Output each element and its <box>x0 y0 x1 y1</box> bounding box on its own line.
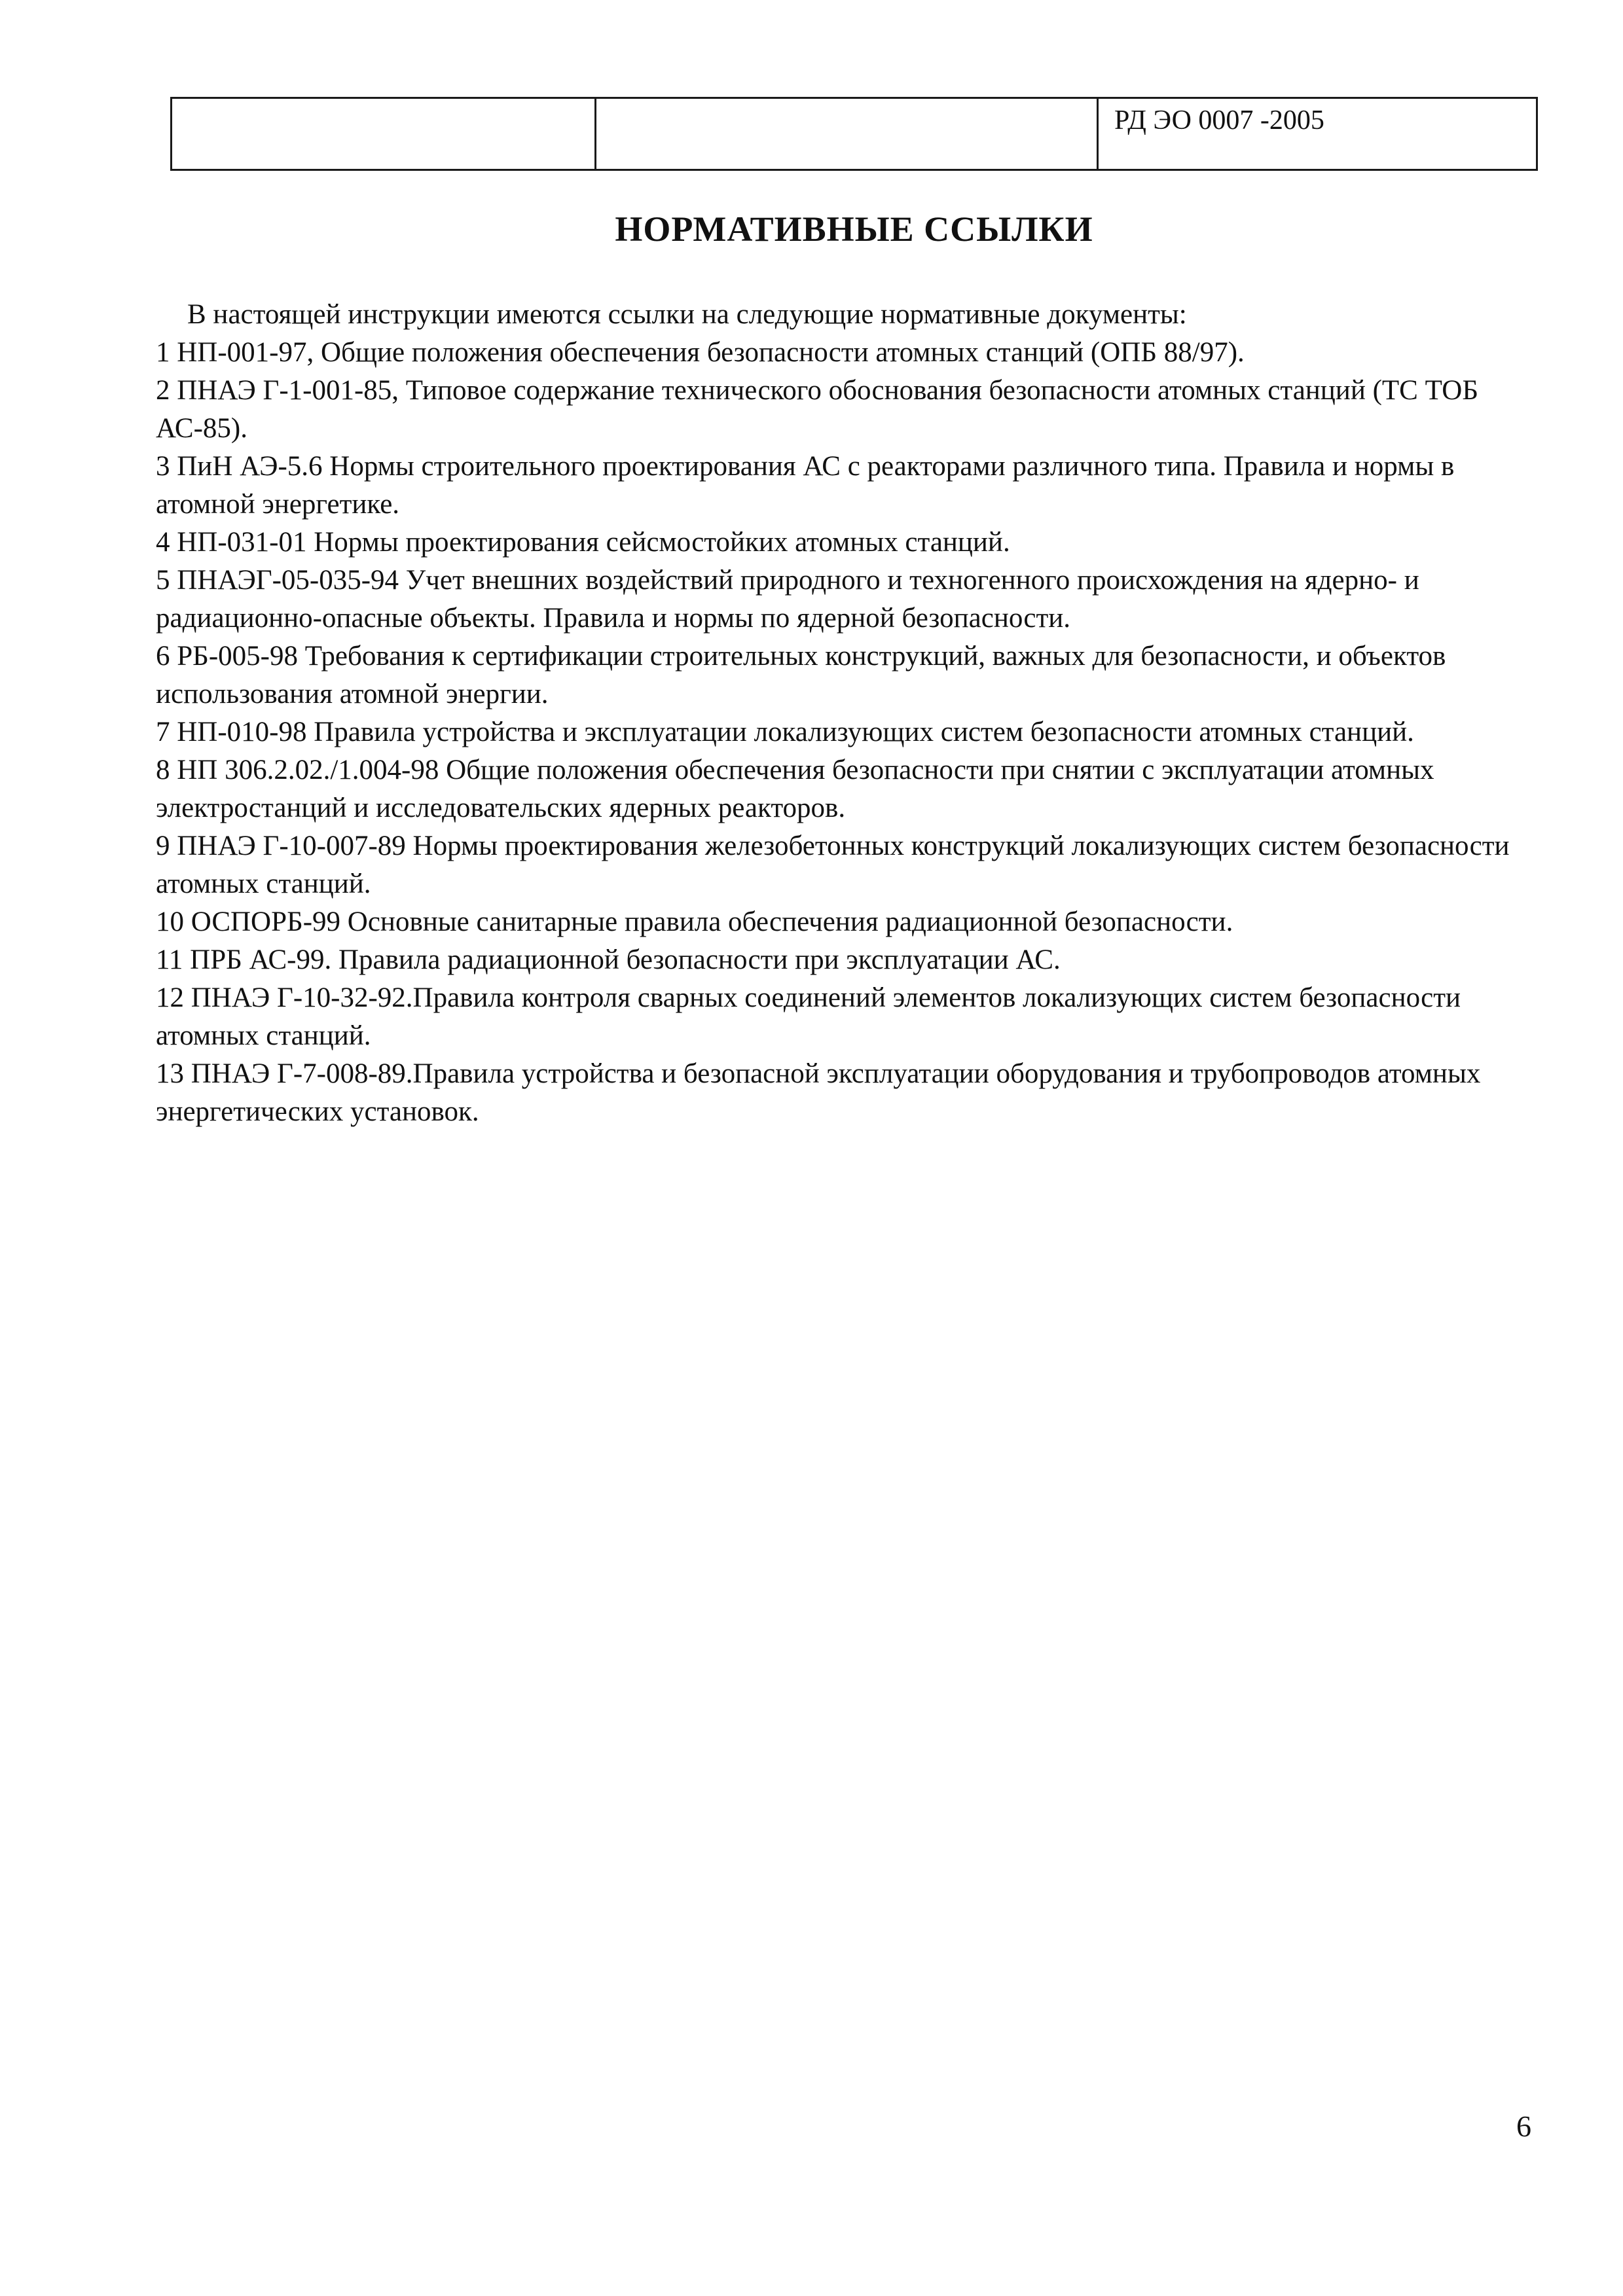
document-header-table <box>170 97 1538 171</box>
header-cell-middle <box>596 98 1098 170</box>
reference-item: 11 ПРБ АС-99. Правила радиационной безопасности при эксплуатации АС. <box>156 944 1061 975</box>
reference-item: 10 ОСПОРБ-99 Основные санитарные правила обеспечения радиационной безопасности. <box>156 906 1233 937</box>
header-cell-left <box>172 98 596 170</box>
references-section <box>156 296 1550 1131</box>
page-number: 6 <box>1516 2109 1531 2143</box>
reference-item: 6 РБ-005-98 Требования к сертификации строительных конструкций, важных для безопасности, и объектов использования атомной энергии. <box>156 641 1446 709</box>
reference-item: 7 НП-010-98 Правила устройства и эксплуатации локализующих систем безопасности атомных станций. <box>156 717 1414 747</box>
reference-item: 1 НП-001-97, Общие положения обеспечения безопасности атомных станций (ОПБ 88/97). <box>156 337 1245 368</box>
document-code: РД ЭО 0007 -2005 <box>1098 98 1537 170</box>
reference-item: 4 НП-031-01 Нормы проектирования сейсмостойких атомных станций. <box>156 527 1010 558</box>
reference-item: 8 НП 306.2.02./1.004-98 Общие положения обеспечения безопасности при снятии с эксплуатации атомных электростанций и исследовательских ядерных реакторов. <box>156 755 1434 823</box>
reference-item: 2 ПНАЭ Г-1-001-85, Типовое содержание технического обоснования безопасности атомных станций (ТС ТОБ АС-85). <box>156 375 1479 444</box>
page-title: НОРМАТИВНЫЕ ССЫЛКИ <box>615 209 1093 249</box>
reference-item: 12 ПНАЭ Г-10-32-92.Правила контроля сварных соединений элементов локализующих систем безопасности атомных станций. <box>156 982 1461 1051</box>
reference-item: 5 ПНАЭГ-05-035-94 Учет внешних воздействий природного и техногенного происхождения на ядерно- и радиационно-опасные объекты. Правила и нормы по ядерной безопасности. <box>156 565 1419 634</box>
header-row <box>172 98 1537 170</box>
reference-item: 13 ПНАЭ Г-7-008-89.Правила устройства и безопасной эксплуатации оборудования и трубопроводов атомных энергетических установок. <box>156 1058 1481 1127</box>
reference-item: 9 ПНАЭ Г-10-007-89 Нормы проектирования железобетонных конструкций локализующих систем безопасности атомных станций. <box>156 831 1510 899</box>
reference-item: 3 ПиН АЭ-5.6 Нормы строительного проектирования АС с реакторами различного типа. Правила и нормы в атомной энергетике. <box>156 451 1455 520</box>
intro-paragraph: В настоящей инструкции имеются ссылки на следующие нормативные документы: <box>187 299 1187 330</box>
